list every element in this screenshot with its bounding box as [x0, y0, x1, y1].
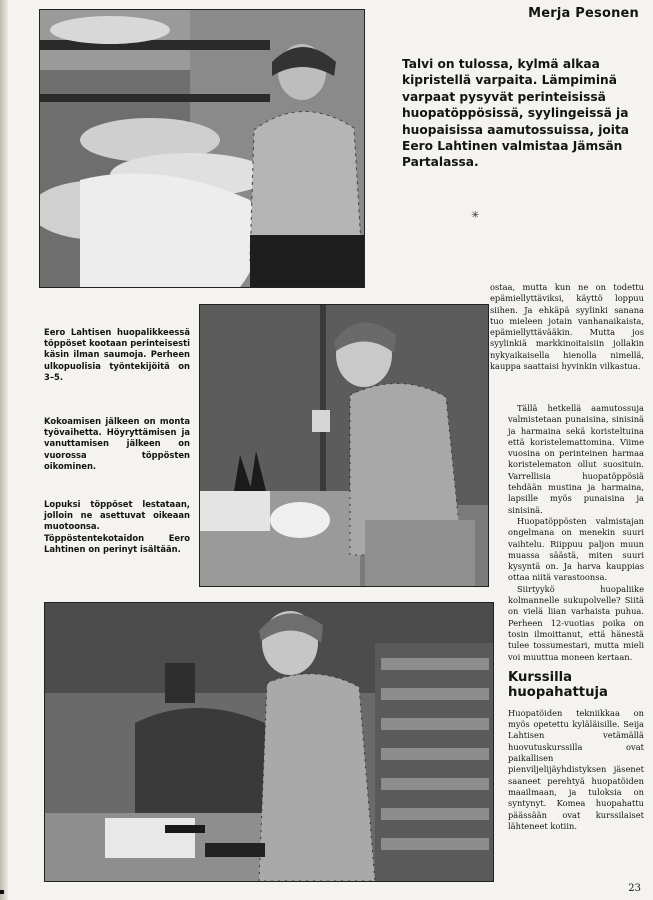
photo-woman-sorting-wool: [39, 9, 365, 288]
page-number: 23: [628, 883, 641, 894]
decorative-asterisk-icon: ✳: [471, 210, 480, 221]
caption-3: Lopuksi töppöset lestataan, jolloin ne asettuvat oikeaan muotoonsa. Töppöstentekotaidon Eero Lahtinen on perinyt isältään.: [44, 499, 190, 554]
article-paragraph-1: ostaa, mutta kun ne on todettu epämiellyttäviksi, käyttö loppuu siihen. Ja ehkäpä syylinki sanana tuo mieleen jotain vanhanaikaista, epämiellyttävääkin. Mutta jos syylinkiä markkinoitaisiin jollakin nykyaikaisella hienolla nimellä, kauppa saattaisi hyvinkin vilkastua.: [490, 282, 644, 372]
article-paragraph-3: Huopatöppösten valmistajan ongelmana on menekin suuri vaihtelu. Riippuu paljon muun muassa säästä, miten suuri kysyntä on. Ja harva kauppias ottaa niitä varastoonsa.: [508, 515, 644, 583]
caption-2: Kokoamisen jälkeen on monta työvaihetta. Höyryttämisen ja vanuttamisen jälkeen on vuorossa töppösten oikominen.: [44, 416, 190, 471]
article-column-top: [490, 282, 644, 372]
article-paragraph-4: Siirtyykö huopaliike kolmannelle sukupolvelle? Siitä on vielä liian varhaista puhua. Perheen 12-vuotias poika on tosin ilmoittanut, että hänestä tulee tossumestari, mutta mieli voi muuttua moneen kertaan.: [508, 583, 644, 662]
caption-1: Eero Lahtisen huopalikkeessä töppöset kootaan perinteisesti käsin ilman saumoja. Perheen ulkopuolisia työntekijöitä on 3–5.: [44, 327, 190, 382]
page-spine: [0, 0, 8, 900]
photo-man-at-workbench: [44, 602, 494, 882]
article-paragraph-5: Huopatöiden tekniikkaa on myös opetettu kyläläisille. Seija Lahtisen vetämällä huovutuskurssilla ovat paikallisen pienviljelijäyhdistyksen jäsenet saaneet perehtyä huopatöiden maailmaan, ja tuloksia on syntynyt. Komea huopahattu päässään ovat kurssilaiset lähteneet kotiin.: [508, 707, 644, 831]
article-intro: [402, 56, 640, 171]
photo-man-shaping-boot: [199, 304, 489, 587]
article-paragraph-2: Tällä hetkellä aamutossuja valmistetaan punaisina, sinisinä ja harmaina sekä koristeltuina että koristelemattomina. Viime vuosina on perinteinen harmaa koristelematon ollut suosituin. Varrellisia huopatöppösiä tehdään mustina ja harmaina, lapsille myös punaisina ja sinisinä.: [508, 403, 644, 515]
section-heading: Kurssilla huopahattuja: [508, 669, 608, 701]
article-column: [508, 403, 644, 832]
author-name: Merja Pesonen: [528, 6, 639, 21]
intro-text: Talvi on tulossa, kylmä alkaa kipristellä varpaita. Lämpiminä varpaat pysyvät perinteisissä huopatöppösissä, syylingeissä ja huopaisissa aamutossuissa, joita Eero Lahtinen valmistaa Jämsän Partalassa.: [402, 57, 630, 170]
margin-dot: [0, 890, 4, 894]
